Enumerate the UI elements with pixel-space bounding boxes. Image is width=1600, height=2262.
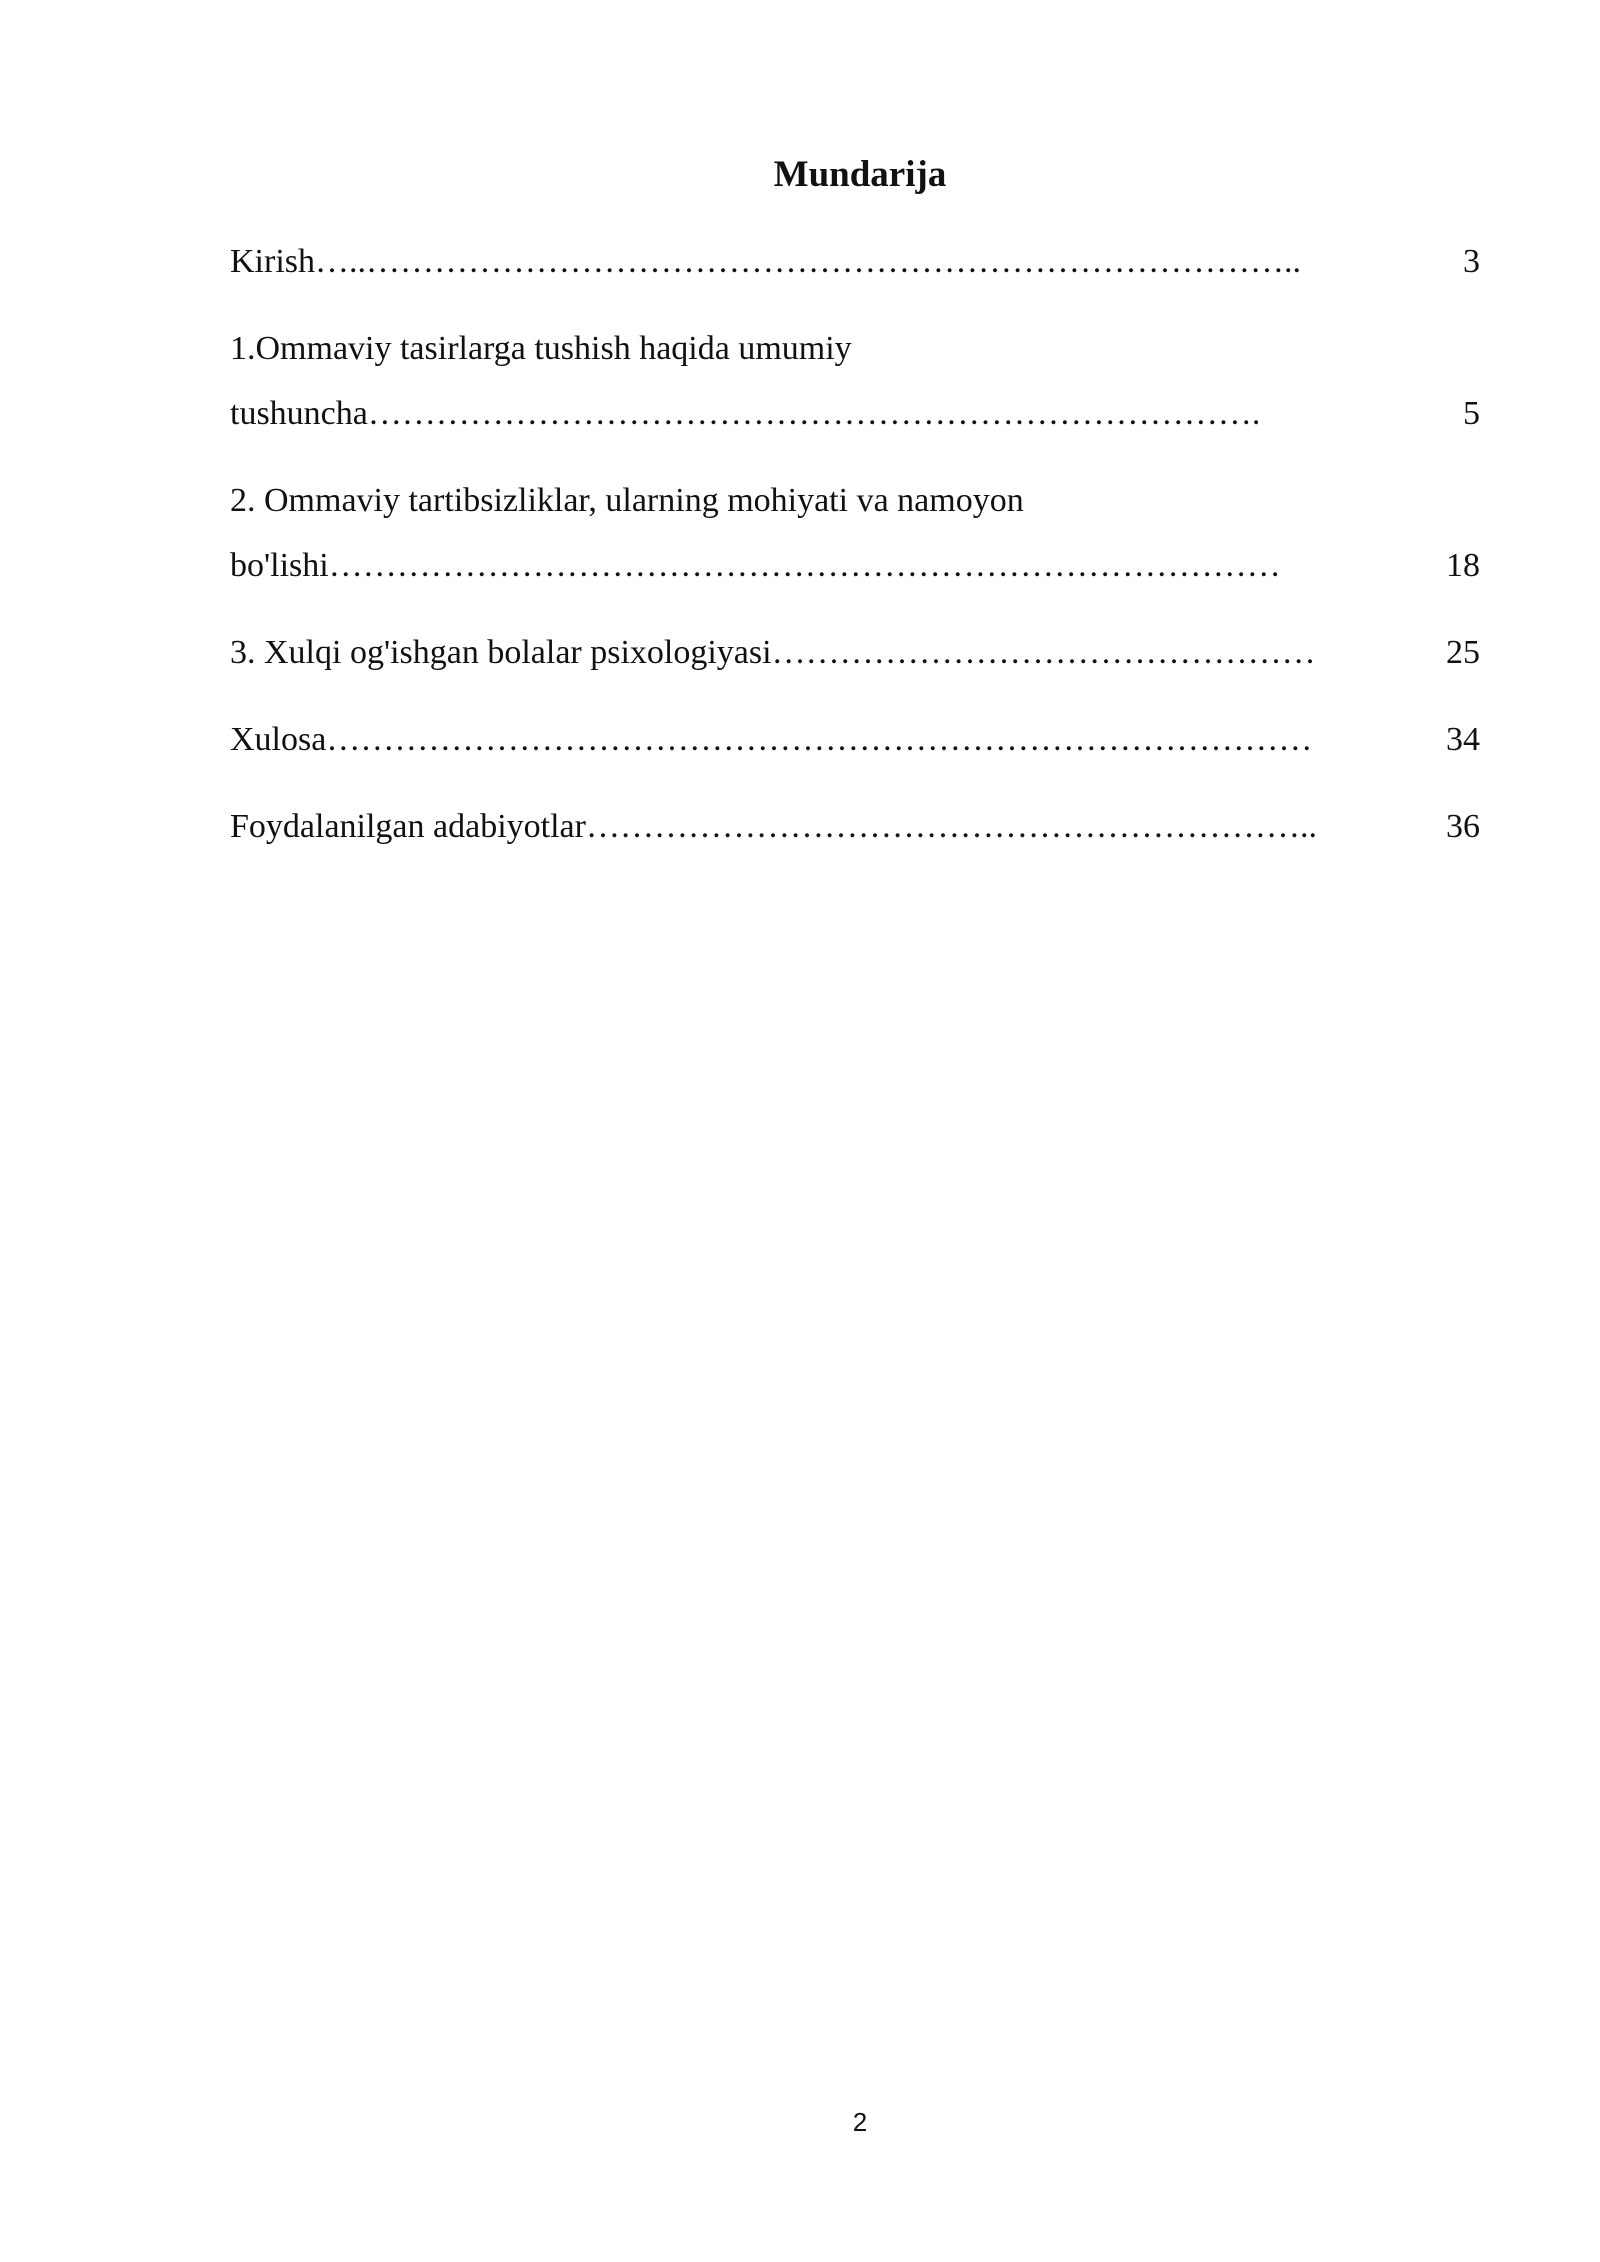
toc-entry-2[interactable] [230, 475, 1480, 592]
toc-entry-label: bo'lishi [230, 547, 329, 584]
table-of-contents [230, 236, 1480, 888]
toc-leader-dots: ………………………………………… [771, 634, 1316, 671]
toc-leader-dots: ……………………………………………………………………….. [366, 243, 1301, 280]
toc-entry-page: 34 [1446, 721, 1480, 758]
toc-entry-label: Xulosa [230, 721, 327, 758]
toc-entry-label: Kirish….. [230, 243, 366, 280]
toc-leader-dots: ………………………………………………………………………… [328, 547, 1281, 584]
toc-entry-1[interactable] [230, 323, 1480, 440]
toc-leader-dots: …………………………………………………………………………… [326, 721, 1313, 758]
toc-entry-label: Foydalanilgan adabiyotlar [230, 808, 586, 845]
page-title: Mundarija [773, 154, 947, 195]
toc-leader-dots: ……………………………………………………….. [585, 808, 1317, 845]
toc-entry-heading: 1.Ommaviy tasirlarga tushish haqida umumiy [230, 330, 852, 367]
toc-entry-label: 3. Xulqi og'ishgan bolalar psixologiyasi [230, 634, 772, 671]
page-number: 2 [852, 2107, 868, 2137]
toc-entry-heading: 2. Ommaviy tartibsizliklar, ularning mohiyati va namoyon [230, 482, 1024, 519]
toc-entry-kirish[interactable] [230, 236, 1480, 288]
toc-entry-page: 5 [1463, 395, 1480, 432]
toc-entry-adabiyotlar[interactable] [230, 801, 1480, 853]
toc-leader-dots: ……………………………………………………………………. [367, 395, 1261, 432]
toc-entry-3[interactable] [230, 627, 1480, 679]
toc-entry-page: 3 [1463, 243, 1480, 280]
toc-entry-label: tushuncha [230, 395, 368, 432]
toc-entry-row [230, 540, 1480, 592]
toc-entry-row [230, 388, 1480, 440]
toc-entry-page: 36 [1446, 808, 1480, 845]
toc-entry-xulosa[interactable] [230, 714, 1480, 766]
toc-entry-page: 25 [1446, 634, 1480, 671]
toc-entry-page: 18 [1446, 547, 1480, 584]
